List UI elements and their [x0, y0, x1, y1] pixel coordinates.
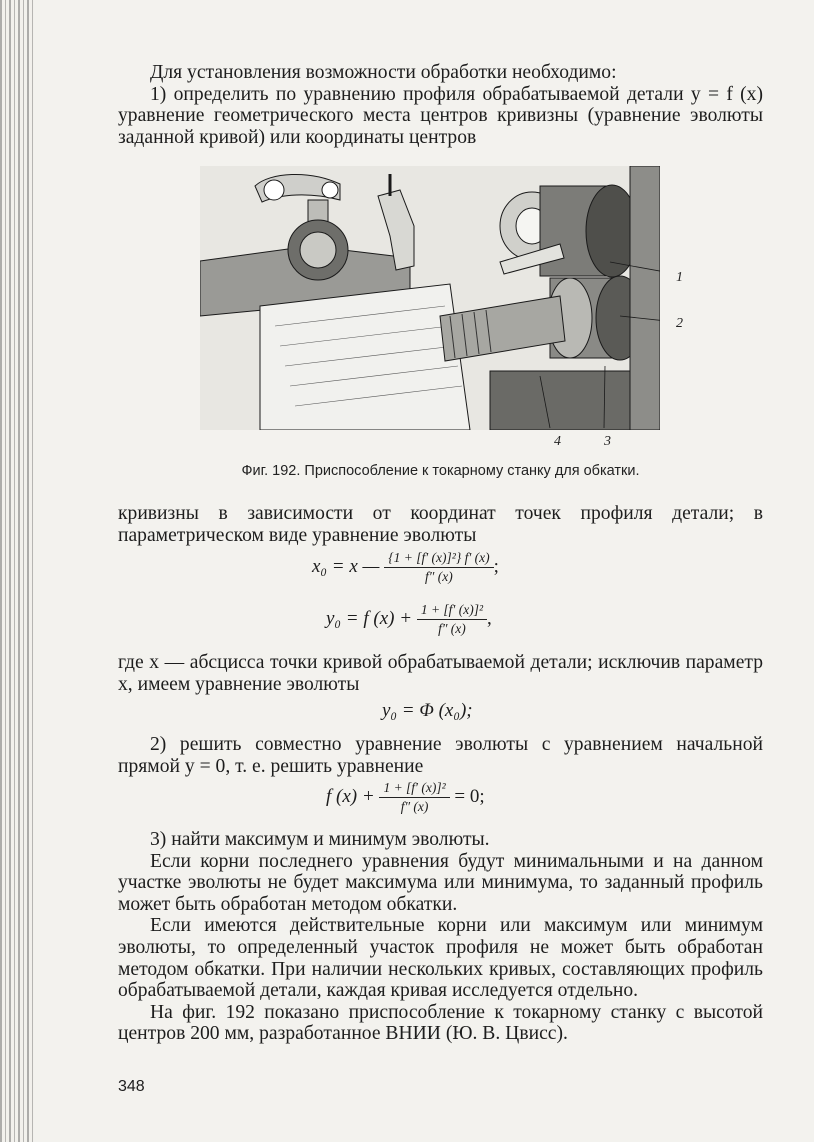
paragraph-where: где x — абсцисса точки кривой обрабатываемой детали; исключив параметр x, имеем уравнение эволюты — [118, 652, 763, 695]
figure-label-2: 2 — [676, 316, 683, 331]
formula-equation: f (x) + $\frac{\text{1 + [f′ (x)]²}}{f'' (x)}$ = 0; — [326, 780, 485, 814]
text-block-top — [118, 62, 763, 148]
lathe-fixture-illustration — [200, 166, 660, 430]
paragraph-step-1: 1) определить по уравнению профиля обрабатываемой детали y = f (x) уравнение геометрического места центров кривизны (уравнение эволюты заданной кривой) или координаты центров — [118, 83, 763, 148]
page-number: 348 — [118, 1078, 145, 1095]
paragraph-roots-real: Если имеются действительные корни или максимум или минимум эволюты, то определенный участок профиля не может быть обработан методом обкатки. При наличии нескольких кривых, составляющих профиль обрабатываемой детали, каждая кривая исследуется отдельно. — [118, 915, 763, 1002]
figure-caption: Фиг. 192. Приспособление к токарному станку для обкатки. — [241, 463, 640, 479]
formula-evolute: y₀ = Φ (x₀); — [382, 700, 473, 721]
fraction-y0: $\frac{\text{1 + [f′ (x)]²}}{f'' (x)}$ — [417, 602, 487, 637]
paragraph-intro: Для установления возможности обработки необходимо: — [150, 62, 617, 83]
paragraph-roots-min: Если корни последнего уравнения будут минимальными и на данном участке эволюты не будет максимума или минимума, то заданный профиль может быть обработан методом обкатки. — [118, 850, 763, 915]
figure-label-4: 4 — [554, 434, 561, 449]
text-block-where — [118, 652, 763, 695]
text-block-bottom — [118, 829, 763, 1045]
figure-label-3: 3 — [604, 434, 611, 449]
formula-x0: x₀ = x — $\frac{\text{\{1 + [f′ (x)]²\} f′ (x)}}{f'' (x)}$ ; — [312, 550, 499, 584]
paragraph-step-3: 3) найти максимум и минимум эволюты. — [150, 829, 490, 850]
text-block-step2 — [118, 734, 763, 777]
fraction-equation: $\frac{\text{1 + [f′ (x)]²}}{f'' (x)}$ — [379, 780, 449, 815]
formula-y0: y₀ = f (x) + $\frac{\text{1 + [f′ (x)]²}}{f'' (x)}$ , — [326, 602, 492, 636]
text-block-middle — [118, 503, 763, 546]
paragraph-fig-192: На фиг. 192 показано приспособление к токарному станку с высотой центров 200 мм, разработанное ВНИИ (Ю. В. Цвисс). — [118, 1001, 763, 1045]
fraction-x0: $\frac{\text{\{1 + [f′ (x)]²\} f′ (x)}}{f'' (x)}$ — [384, 550, 493, 585]
figure-label-1: 1 — [676, 270, 683, 285]
paragraph-curvature: кривизны в зависимости от координат точек профиля детали; в параметрическом виде уравнение эволюты — [118, 503, 763, 546]
paragraph-step-2: 2) решить совместно уравнение эволюты с уравнением начальной прямой y = 0, т. е. решить уравнение — [118, 734, 763, 777]
scan-binding-edge — [0, 0, 34, 1142]
